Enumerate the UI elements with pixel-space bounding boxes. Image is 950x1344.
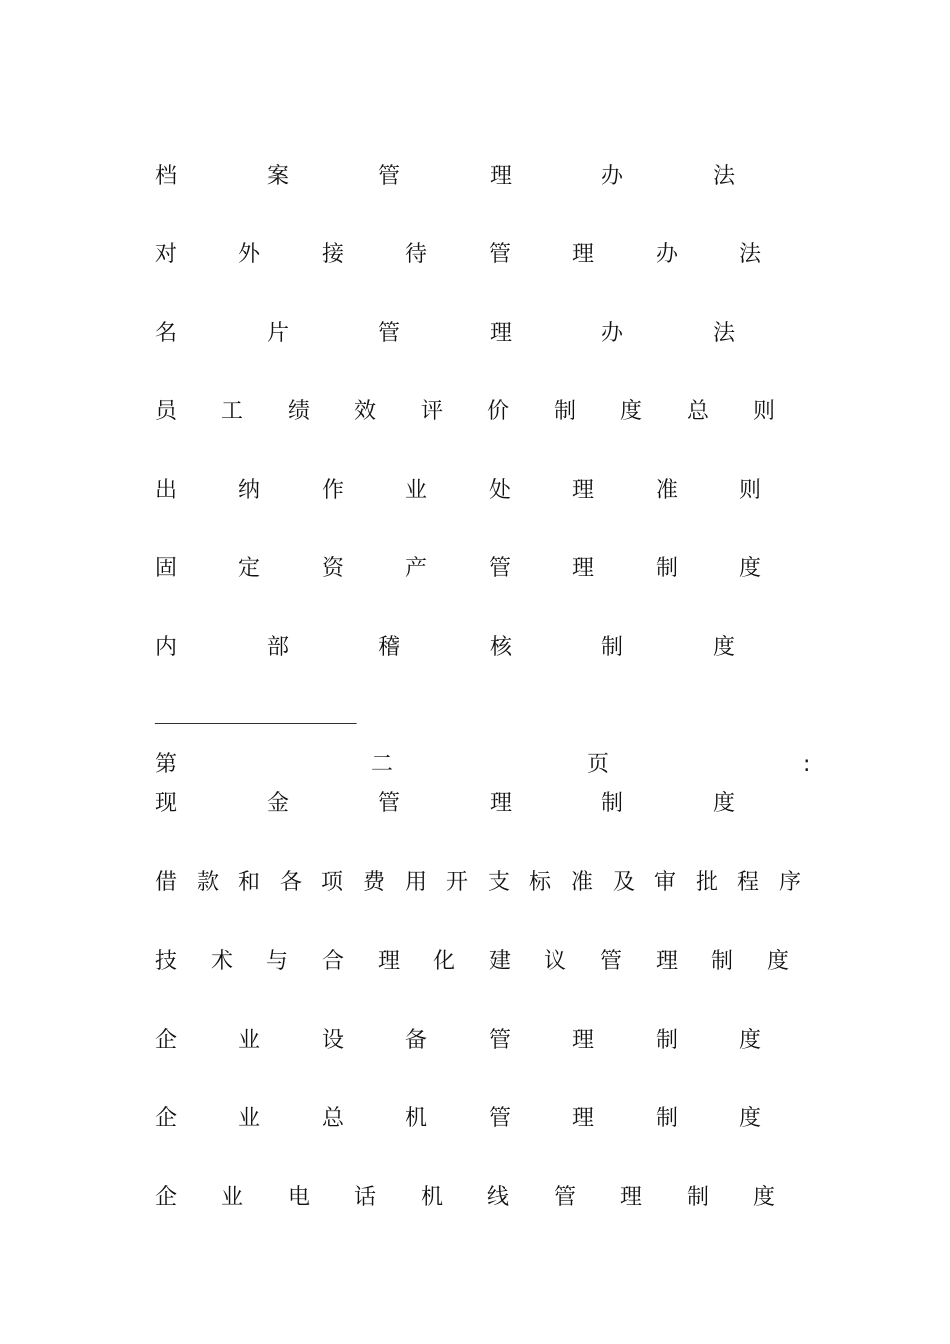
toc-char: 管 <box>600 949 623 974</box>
toc-char: 片 <box>267 321 290 346</box>
toc-char: : <box>803 752 811 777</box>
toc-char: 处 <box>489 478 512 503</box>
toc-char: 借 <box>155 870 178 895</box>
toc-char: 企 <box>155 1185 178 1210</box>
toc-char: 内 <box>155 635 178 660</box>
toc-char: 制 <box>554 399 577 424</box>
toc-char: 话 <box>354 1185 377 1210</box>
toc-char: 管 <box>554 1185 577 1210</box>
toc-line <box>155 1026 761 1056</box>
toc-char: 理 <box>572 242 595 267</box>
toc-char: 术 <box>211 949 234 974</box>
toc-char: 名 <box>155 321 178 346</box>
toc-char: 理 <box>490 791 513 816</box>
toc-line <box>155 750 825 780</box>
toc-char: 度 <box>739 556 762 581</box>
toc-char: 线 <box>487 1185 510 1210</box>
toc-line <box>155 240 761 270</box>
toc-char: 技 <box>155 949 178 974</box>
toc-char: 制 <box>601 635 624 660</box>
toc-char: 度 <box>739 1028 762 1053</box>
toc-char: 化 <box>433 949 456 974</box>
toc-char: 理 <box>490 164 513 189</box>
toc-char: 议 <box>544 949 567 974</box>
toc-char: 价 <box>487 399 510 424</box>
toc-char: 费 <box>363 870 386 895</box>
toc-char: 办 <box>656 242 679 267</box>
toc-char: 款 <box>197 870 220 895</box>
toc-char: 制 <box>601 791 624 816</box>
toc-char: 管 <box>378 164 401 189</box>
toc-char: 批 <box>696 870 719 895</box>
toc-char: 程 <box>737 870 760 895</box>
toc-char: 业 <box>238 1106 261 1131</box>
toc-char: 办 <box>601 164 624 189</box>
toc-line <box>155 162 735 192</box>
toc-char: 开 <box>446 870 469 895</box>
toc-char: 对 <box>155 242 178 267</box>
toc-char: 业 <box>221 1185 244 1210</box>
toc-char: 管 <box>489 1028 512 1053</box>
toc-char: 度 <box>713 791 736 816</box>
toc-char: 各 <box>280 870 303 895</box>
toc-char: 支 <box>488 870 511 895</box>
toc-char: 稽 <box>378 635 401 660</box>
toc-char: 理 <box>490 321 513 346</box>
toc-line <box>155 1183 775 1213</box>
toc-char: 现 <box>155 791 178 816</box>
toc-char: 备 <box>405 1028 428 1053</box>
toc-char: 固 <box>155 556 178 581</box>
toc-char: 理 <box>656 949 679 974</box>
toc-char: 度 <box>753 1185 776 1210</box>
toc-char: 接 <box>322 242 345 267</box>
toc-char: 部 <box>267 635 290 660</box>
toc-char: 制 <box>656 1106 679 1131</box>
toc-char: 管 <box>378 791 401 816</box>
toc-char: 业 <box>405 478 428 503</box>
toc-char: 待 <box>405 242 428 267</box>
toc-char: 理 <box>572 1106 595 1131</box>
toc-char: 总 <box>322 1106 345 1131</box>
toc-char: 法 <box>713 321 736 346</box>
toc-char: 工 <box>221 399 244 424</box>
toc-char: 序 <box>779 870 802 895</box>
toc-char: 度 <box>767 949 790 974</box>
toc-line <box>155 397 775 427</box>
toc-char: 机 <box>421 1185 444 1210</box>
toc-char: 第 <box>155 752 178 777</box>
toc-char: 理 <box>378 949 401 974</box>
toc-char: 总 <box>687 399 710 424</box>
toc-char: 管 <box>489 556 512 581</box>
toc-char: 业 <box>238 1028 261 1053</box>
toc-char: 纳 <box>238 478 261 503</box>
toc-char: 则 <box>739 478 762 503</box>
toc-char: 二 <box>371 752 394 777</box>
toc-char: 员 <box>155 399 178 424</box>
toc-char: 管 <box>489 242 512 267</box>
toc-char: 理 <box>572 478 595 503</box>
toc-char: 法 <box>713 164 736 189</box>
toc-char: 核 <box>490 635 513 660</box>
toc-char: 理 <box>572 1028 595 1053</box>
toc-char: 企 <box>155 1106 178 1131</box>
toc-char: 与 <box>266 949 289 974</box>
toc-char: 效 <box>354 399 377 424</box>
toc-char: 标 <box>529 870 552 895</box>
toc-char: 出 <box>155 478 178 503</box>
toc-char: 度 <box>713 635 736 660</box>
toc-char: 金 <box>267 791 290 816</box>
toc-char: 案 <box>267 164 290 189</box>
toc-char: 度 <box>739 1106 762 1131</box>
toc-char: 和 <box>238 870 261 895</box>
toc-char: 审 <box>654 870 677 895</box>
toc-char: 资 <box>322 556 345 581</box>
toc-char: 合 <box>322 949 345 974</box>
toc-char: 项 <box>321 870 344 895</box>
toc-char: 法 <box>739 242 762 267</box>
toc-char: 管 <box>489 1106 512 1131</box>
toc-line <box>155 319 735 349</box>
toc-char: 评 <box>421 399 444 424</box>
toc-char: 产 <box>405 556 428 581</box>
toc-char: 管 <box>378 321 401 346</box>
toc-char: 外 <box>238 242 261 267</box>
toc-char: 制 <box>656 556 679 581</box>
toc-char: 定 <box>238 556 261 581</box>
toc-line <box>155 789 735 819</box>
toc-line <box>155 947 789 977</box>
toc-char: 制 <box>656 1028 679 1053</box>
toc-char: 办 <box>601 321 624 346</box>
toc-line <box>155 633 735 663</box>
toc-char: 制 <box>711 949 734 974</box>
toc-char: 准 <box>571 870 594 895</box>
toc-line <box>155 1104 761 1134</box>
toc-char: 设 <box>322 1028 345 1053</box>
toc-char: 理 <box>572 556 595 581</box>
toc-char: 用 <box>405 870 428 895</box>
toc-char: 制 <box>687 1185 710 1210</box>
toc-line <box>155 868 801 898</box>
toc-char: 建 <box>489 949 512 974</box>
toc-char: 作 <box>322 478 345 503</box>
toc-char: 则 <box>753 399 776 424</box>
toc-char: 机 <box>405 1106 428 1131</box>
toc-line <box>155 554 761 584</box>
toc-line <box>155 476 761 506</box>
toc-char: 档 <box>155 164 178 189</box>
toc-char: 准 <box>656 478 679 503</box>
toc-char: 电 <box>288 1185 311 1210</box>
toc-char: 理 <box>620 1185 643 1210</box>
toc-char: 企 <box>155 1028 178 1053</box>
page-separator: _______________________________ <box>155 710 357 725</box>
toc-char: 页 <box>587 752 610 777</box>
toc-char: 及 <box>613 870 636 895</box>
toc-char: 度 <box>620 399 643 424</box>
toc-char: 绩 <box>288 399 311 424</box>
